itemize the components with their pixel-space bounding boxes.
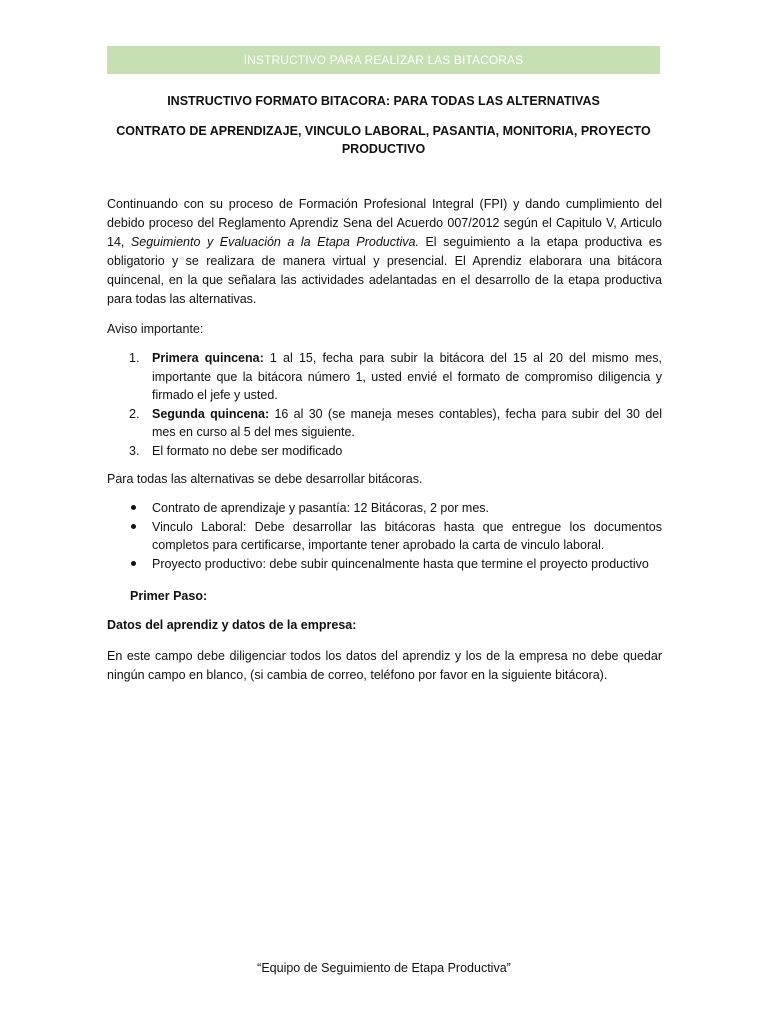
bullet-text: Vinculo Laboral: Debe desarrollar las bitácoras hasta que entregue los documentos completos para certificarse, importante tener aprobado la carta de vinculo laboral. [152, 519, 662, 552]
document-subtitle: CONTRATO DE APRENDIZAJE, VINCULO LABORAL, PASANTIA, MONITORIA, PROYECTO PRODUCTIVO [116, 124, 651, 156]
intro-text-2: El seguimiento a la etapa productiva es obligatorio y se realizara de manera virtual y presencial. El Aprendiz elaborara una bitácora quincenal, en la que señalara las actividades adelantadas en el desarrollo de la etapa productiva para todas las alternativas. [107, 235, 662, 306]
intro-paragraph [107, 195, 662, 309]
intro-italic: Seguimiento y Evaluación a la Etapa Productiva. [130, 235, 419, 249]
step-text: El formato no debe ser modificado [152, 443, 343, 458]
banner-text: INSTRUCTIVO PARA REALIZAR LAS BITACORAS [243, 53, 524, 67]
alternatives-list [107, 499, 662, 573]
step-text: 16 al 30 (se maneja meses contables), fecha para subir del 30 del mes en curso al 5 del mes siguiente. [152, 406, 663, 439]
intro-text-1: Continuando con su proceso de Formación Profesional Integral (FPI) y dando cumplimiento del debido proceso del Reglamento Aprendiz Sena del Acuerdo 007/2012 según el Capitulo V, Articulo 14, [107, 197, 662, 249]
footer-text: “Equipo de Seguimiento de Etapa Productiva” [257, 961, 511, 975]
bullet-icon [131, 561, 136, 566]
list-number: 2. [129, 406, 140, 421]
datos-heading: Datos del aprendiz y datos de la empresa: [107, 618, 357, 632]
aviso-label: Aviso importante: [107, 322, 204, 336]
list-item [107, 349, 662, 405]
list-item [107, 442, 662, 461]
document-title: INSTRUCTIVO FORMATO BITACORA: PARA TODAS LAS ALTERNATIVAS [167, 94, 600, 108]
list-item [107, 555, 662, 574]
list-item [107, 499, 662, 518]
bullet-icon [131, 505, 136, 510]
list-item [107, 405, 662, 442]
bullet-icon [131, 524, 136, 529]
step-bold: Segunda quincena: [152, 406, 270, 421]
list-number: 3. [129, 443, 140, 458]
primer-paso-heading: Primer Paso: [130, 589, 208, 603]
list-item [107, 518, 662, 555]
list-number: 1. [129, 351, 140, 365]
bullet-text: Proyecto productivo: debe subir quincenalmente hasta que termine el proyecto productivo [152, 556, 649, 571]
steps-list [107, 349, 662, 460]
header-banner [107, 46, 660, 74]
bullet-text: Contrato de aprendizaje y pasantía: 12 Bitácoras, 2 por mes. [152, 501, 489, 515]
alternatives-intro: Para todas las alternativas se debe desarrollar bitácoras. [107, 472, 423, 486]
campo-paragraph: En este campo debe diligenciar todos los datos del aprendiz y los de la empresa no debe quedar ningún campo en blanco, (si cambia de correo, teléfono por favor en la siguiente bitácora). [107, 649, 662, 682]
step-text: 1 al 15, fecha para subir la bitácora del 15 al 20 del mismo mes, importante que la bitácora número 1, usted envié el formato de compromiso diligencia y firmado el jefe y usted. [152, 351, 662, 402]
step-bold: Primera quincena: [152, 351, 264, 365]
